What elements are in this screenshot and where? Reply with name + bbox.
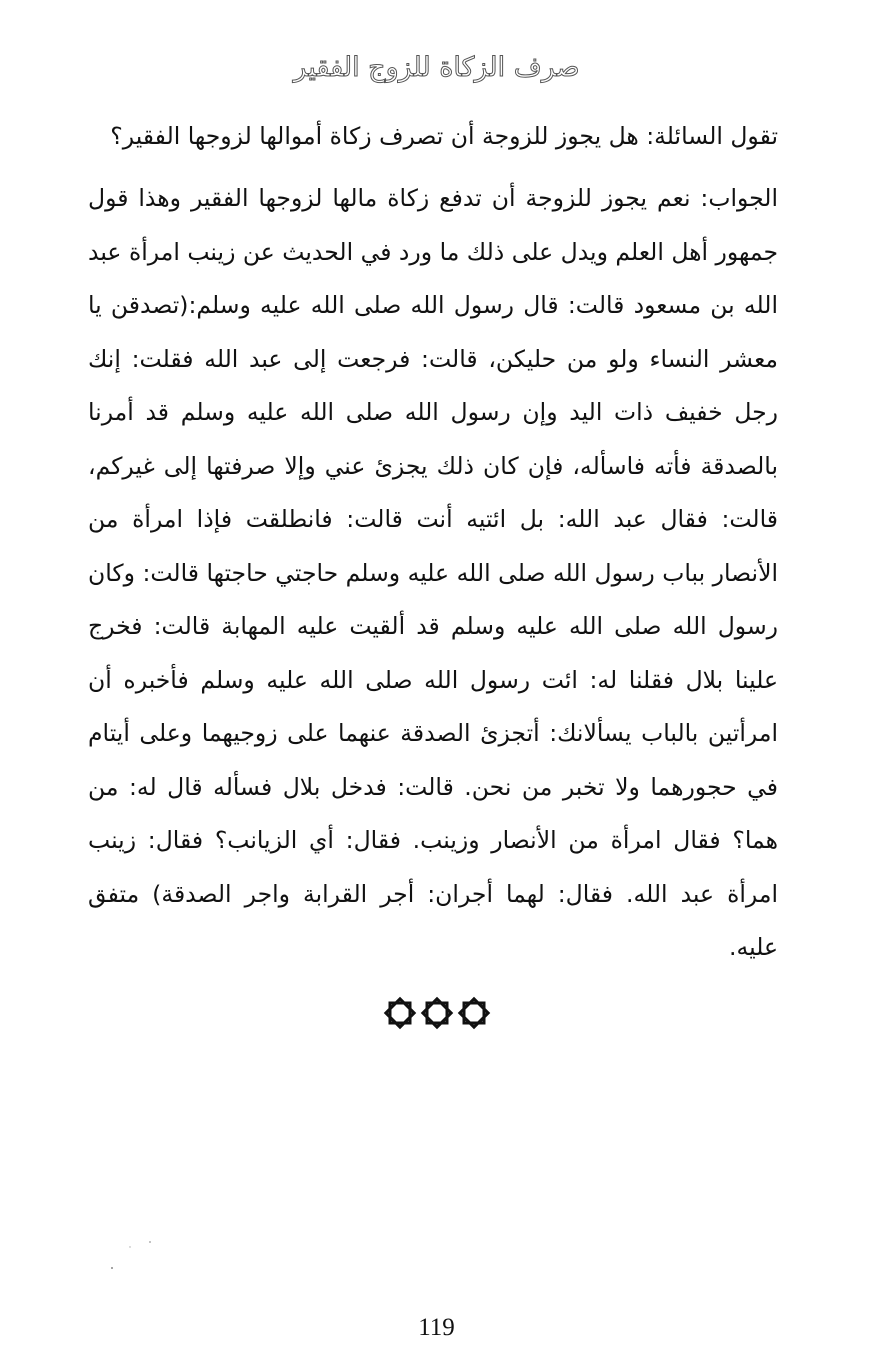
answer-paragraph: الجواب: نعم يجوز للزوجة أن تدفع زكاة مالها لزوجها الفقير وهذا قول جمهور أهل العلم ويدل على ذلك ما ورد في الحديث عن زينب امرأة عبد الله بن مسعود قالت: قال رسول الله صلى الله عليه وسلم:(تصدقن يا معشر النساء ولو من حليكن، قالت: فرجعت إلى عبد الله فقلت: إنك رجل خفيف ذات اليد وإن رسول الله صلى الله عليه وسلم قد أمرنا بالصدقة فأته فاسأله، فإن كان ذلك يجزئ عني وإلا صرفتها إلى غيركم، قالت: فقال عبد الله: بل ائتيه أنت قالت: فانطلقت فإذا امرأة من الأنصار بباب رسول الله صلى الله عليه وسلم حاجتي حاجتها قالت: وكان رسول الله صلى الله عليه وسلم قد ألقيت عليه المهابة قالت: فخرج علينا بلال فقلنا له: ائت رسول الله صلى الله عليه وسلم فأخبره أن امرأتين بالباب يسألانك: أتجزئ الصدقة عنهما على زوجيهما وعلى أيتام في حجورهما ولا تخبر من نحن. قالت: فدخل بلال فسأله قال له: من هما؟ فقال امرأة من الأنصار وزينب. فقال: أي الزيانب؟ فقال: زينب امرأة عبد الله. فقال: لهما أجران: أجر القرابة واجر الصدقة) متفق عليه. <box>88 184 778 961</box>
page-header-title: صرف الزكاة للزوج الفقير <box>293 52 580 83</box>
star-ornament-icon <box>382 996 492 1030</box>
page-number: 119 <box>418 1314 455 1341</box>
triple-star-ornament-icon <box>0 996 873 1034</box>
body-text <box>88 108 778 975</box>
scan-speck-marks <box>100 1236 160 1276</box>
question-paragraph: تقول السائلة: هل يجوز للزوجة أن تصرف زكاة أموالها لزوجها الفقير؟ <box>110 122 778 150</box>
